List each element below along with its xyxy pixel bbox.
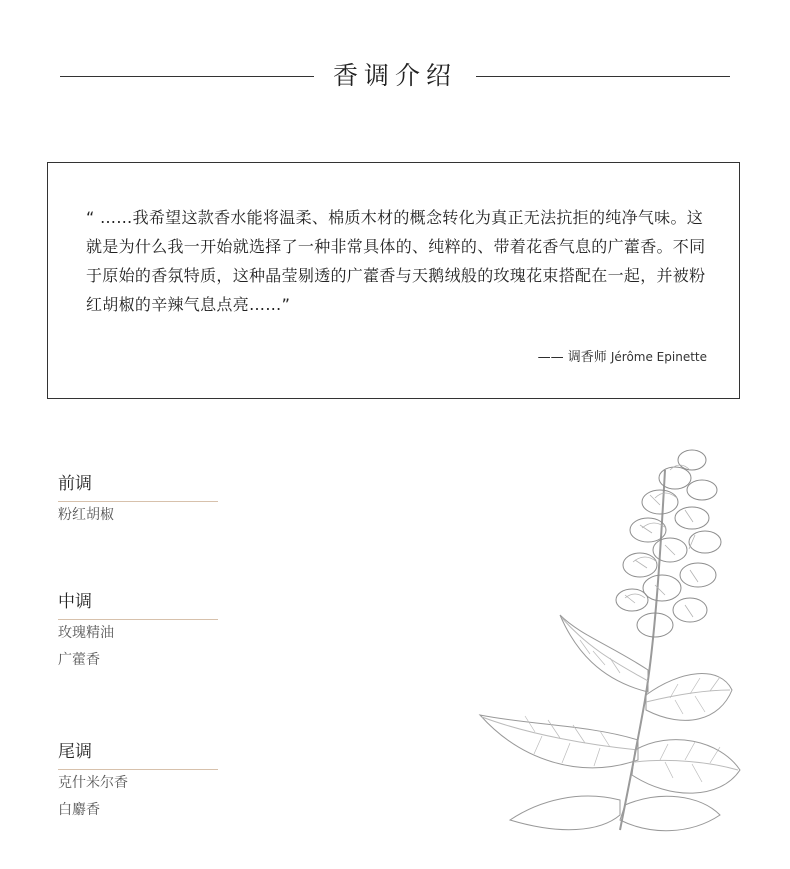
- middle-notes-heading: 中调: [58, 590, 218, 620]
- note-item: 广藿香: [58, 652, 100, 668]
- page-title: 香调介绍: [332, 61, 457, 90]
- quote-attribution: [538, 346, 707, 365]
- base-notes-heading: 尾调: [58, 740, 218, 770]
- middle-notes: [58, 590, 218, 674]
- note-item: 白麝香: [58, 802, 100, 818]
- note-item: 玫瑰精油: [58, 625, 114, 641]
- top-notes-heading: 前调: [58, 472, 218, 502]
- note-item: 粉红胡椒: [58, 507, 114, 523]
- perfumer-quote-box: [47, 162, 740, 399]
- attribution-prefix: —— 调香师: [537, 350, 607, 365]
- flowering-plant-illustration-icon: [470, 440, 790, 840]
- perfumer-name: Jérôme Epinette: [610, 350, 707, 364]
- top-notes: [58, 472, 218, 529]
- title-line-right: [476, 76, 730, 77]
- base-notes: [58, 740, 218, 824]
- title-line-left: [60, 76, 314, 77]
- note-item: 克什米尔香: [58, 775, 128, 791]
- section-header: [0, 58, 790, 98]
- quote-text: “ ……我希望这款香水能将温柔、棉质木材的概念转化为真正无法抗拒的纯净气味。这就是为什么我一开始就选择了一种非常具体的、纯粹的、带着花香气息的广藿香。不同于原始的香氛特质，这种晶莹剔透的广藿香与天鹅绒般的玫瑰花束搭配在一起，并被粉红胡椒的辛辣气息点亮……”: [86, 208, 706, 314]
